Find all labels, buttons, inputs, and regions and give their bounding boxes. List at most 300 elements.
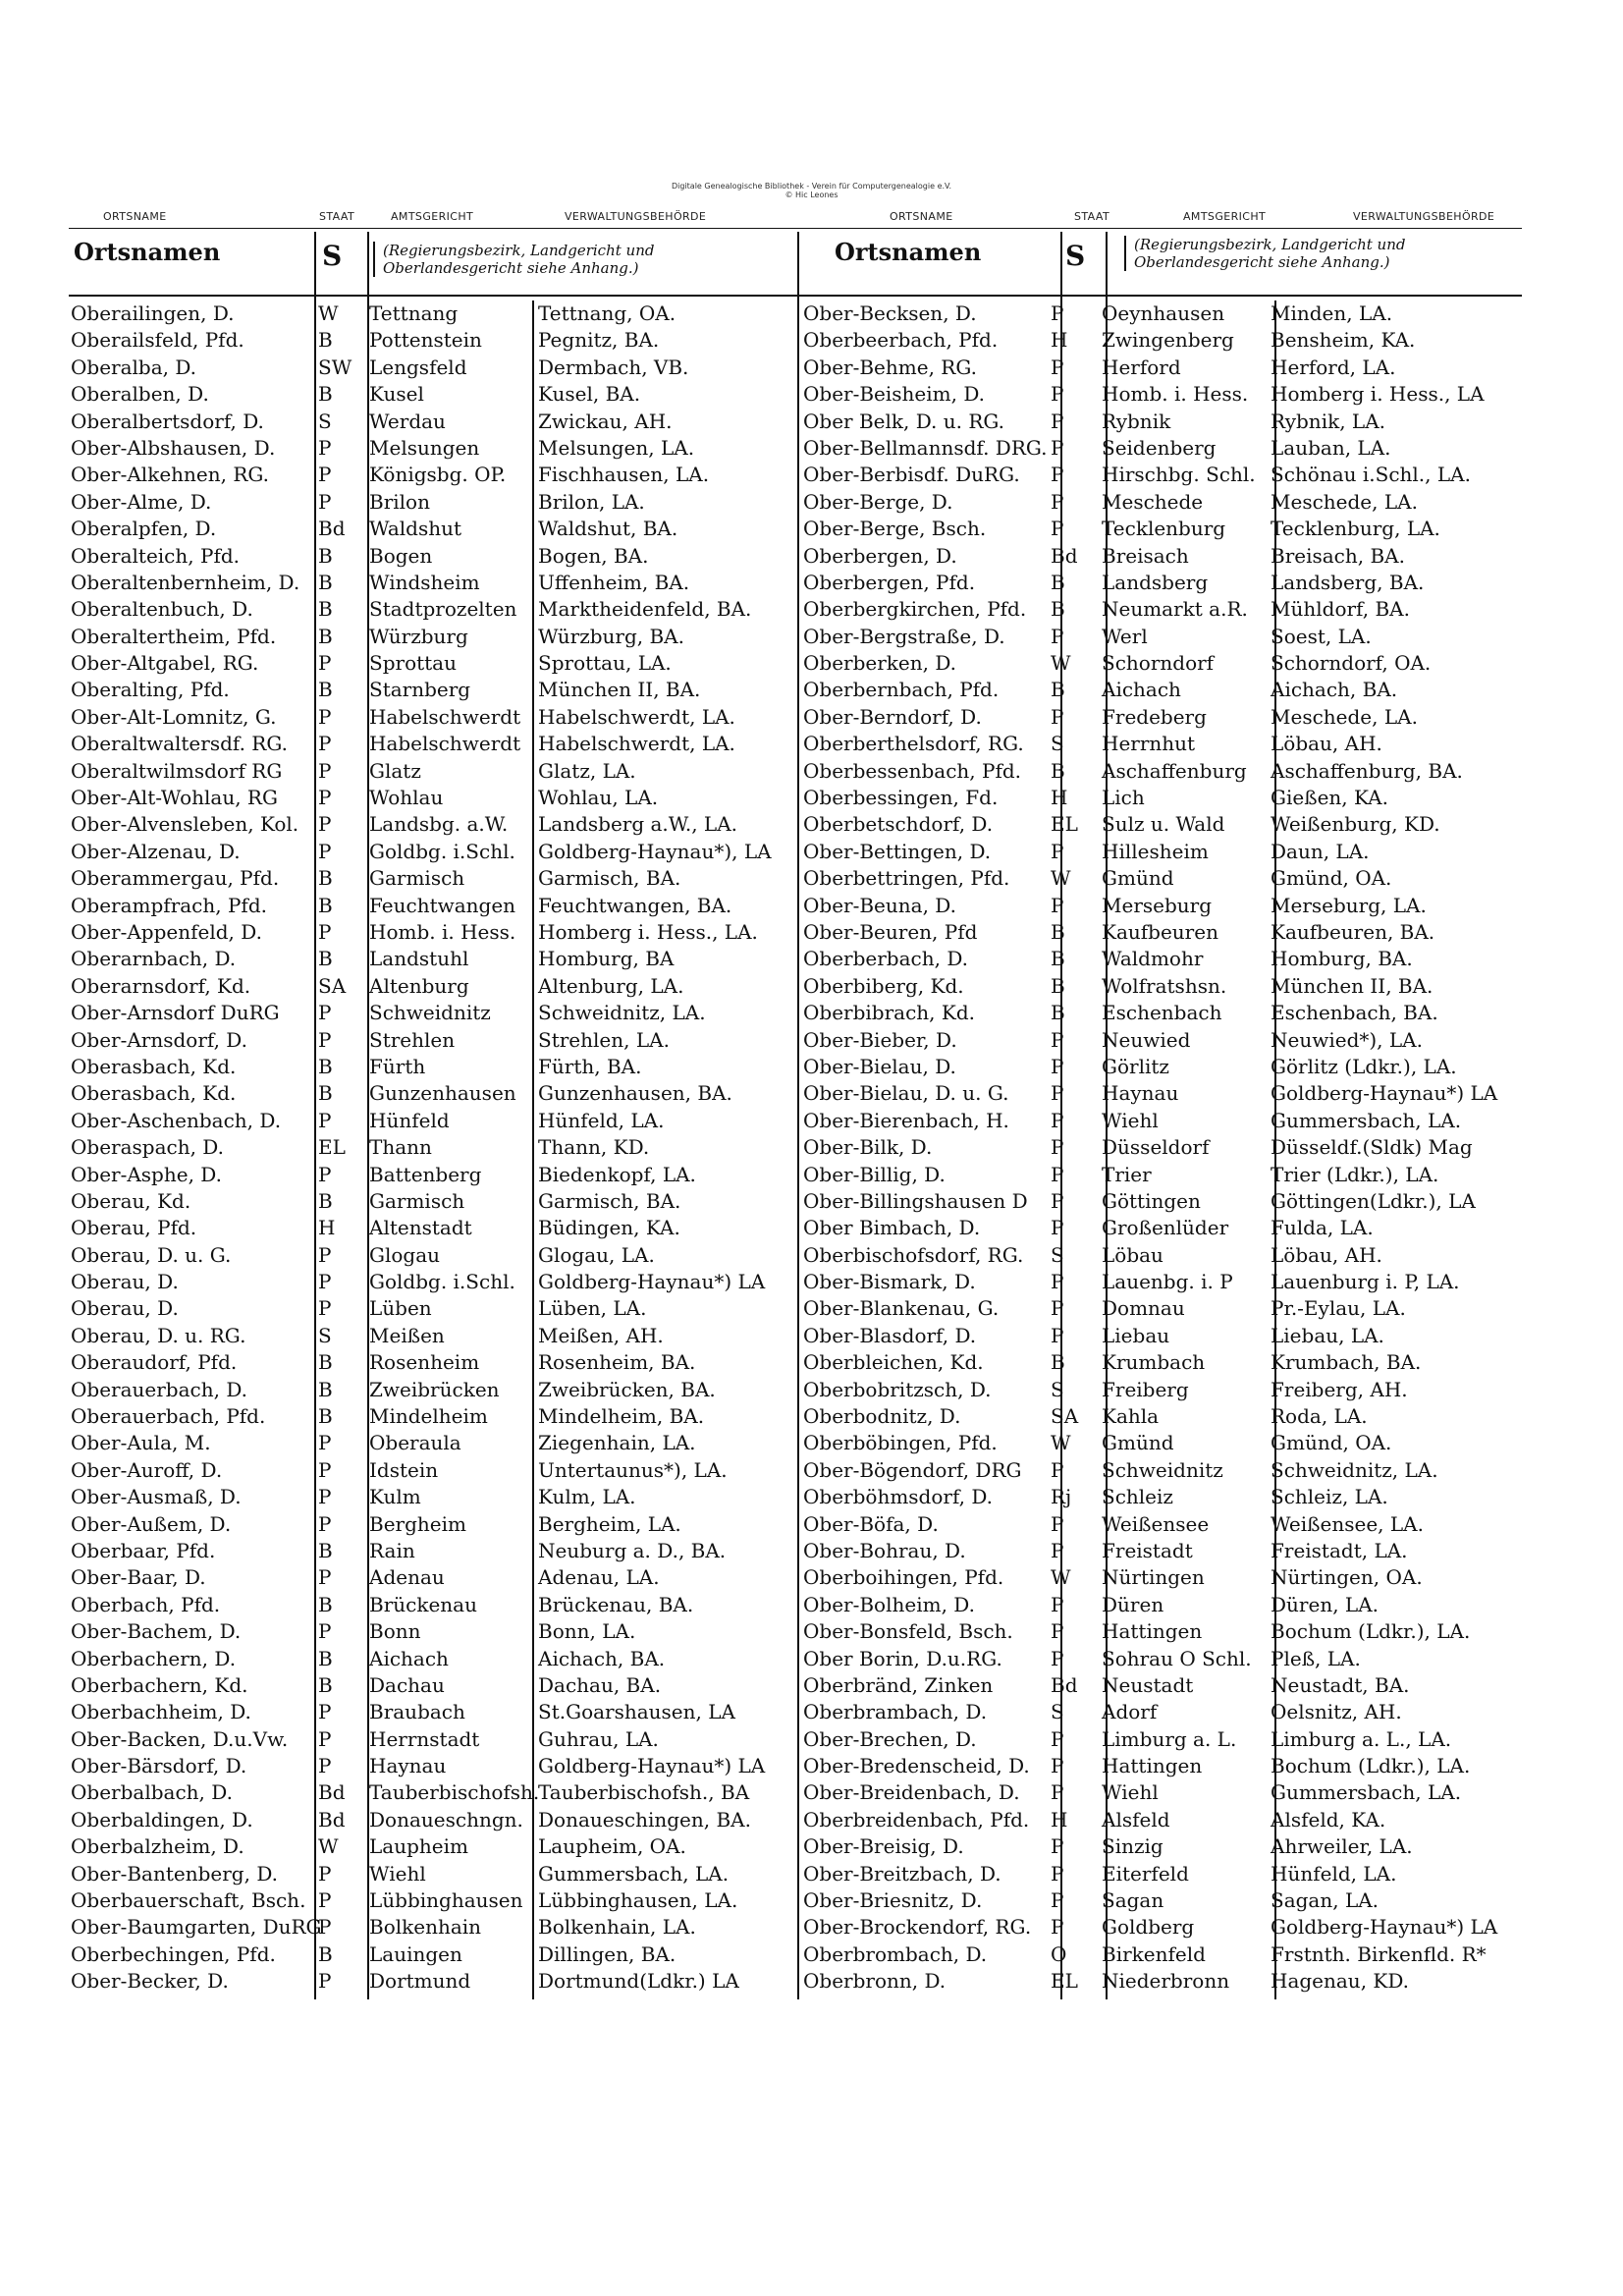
staat-cell: P <box>1051 1754 1064 1778</box>
amtsgericht-cell: Aichach <box>1102 678 1181 702</box>
amtsgericht-cell: Krumbach <box>1102 1350 1206 1375</box>
staat-cell: W <box>1051 866 1071 891</box>
verwaltung-cell: Frstnth. Birkenfld. R* <box>1271 1941 1487 1966</box>
ortsname-cell: Oberbessenbach, Pfd. <box>803 758 1022 783</box>
staat-cell: P <box>318 1511 332 1536</box>
ortsname-cell: Ober-Bantenberg, D. <box>71 1861 279 1886</box>
verwaltung-cell: Breisach, BA. <box>1271 543 1405 568</box>
ortsname-cell: Oberauerbach, Pfd. <box>71 1404 266 1429</box>
amtsgericht-cell: Sulz u. Wald <box>1102 812 1225 837</box>
ortsname-cell: Ober-Böfa, D. <box>803 1511 939 1536</box>
table-row <box>803 731 1526 757</box>
staat-cell: B <box>318 570 333 594</box>
staat-cell: P <box>318 1457 332 1482</box>
verwaltung-cell: Uffenheim, BA. <box>538 570 690 594</box>
table-row <box>803 650 1526 677</box>
ortsname-cell: Oberammergau, Pfd. <box>71 866 280 891</box>
ortsname-cell: Oberbischofsdorf, RG. <box>803 1242 1024 1267</box>
amtsgericht-cell: Großenlüder <box>1102 1216 1229 1240</box>
verwaltung-cell: Kulm, LA. <box>538 1485 636 1509</box>
table-row <box>803 1295 1526 1322</box>
staat-cell: P <box>1051 463 1064 487</box>
table-row <box>803 1618 1526 1645</box>
staat-cell: B <box>1051 973 1065 998</box>
table-row <box>803 973 1526 1000</box>
amtsgericht-cell: Hünfeld <box>369 1108 450 1132</box>
amtsgericht-cell: Dortmund <box>369 1969 471 1994</box>
ortsname-cell: Oberau, D. u. RG. <box>71 1323 246 1347</box>
table-row <box>803 381 1526 408</box>
amtsgericht-cell: Bergheim <box>369 1511 466 1536</box>
amtsgericht-cell: Schleiz <box>1102 1485 1173 1509</box>
ortsname-cell: Ober-Bilk, D. <box>803 1135 933 1160</box>
verwaltung-cell: Schorndorf, OA. <box>1271 651 1432 676</box>
ortsname-cell: Ober-Bachem, D. <box>71 1619 242 1644</box>
amtsgericht-cell: Garmisch <box>369 1188 465 1213</box>
verwaltung-cell: Bensheim, KA. <box>1271 328 1416 353</box>
table-row <box>71 677 793 703</box>
verwaltung-cell: Bochum (Ldkr.), LA. <box>1271 1754 1471 1778</box>
verwaltung-cell: Feuchtwangen, BA. <box>538 893 732 917</box>
column-header-staat-right: STAAT <box>1074 210 1110 223</box>
staat-cell: B <box>318 624 333 648</box>
ortsname-cell: Ober-Bergstraße, D. <box>803 624 1005 648</box>
staat-cell: P <box>1051 1188 1064 1213</box>
staat-cell: B <box>318 597 333 622</box>
verwaltung-cell: Neuwied*), LA. <box>1271 1027 1423 1052</box>
verwaltung-cell: Habelschwerdt, LA. <box>538 704 735 729</box>
ortsname-cell: Ober-Berbisdf. DuRG. <box>803 463 1020 487</box>
ortsname-cell: Ober-Auroff, D. <box>71 1457 223 1482</box>
staat-cell: B <box>318 543 333 568</box>
staat-cell: P <box>1051 1027 1064 1052</box>
ortsname-cell: Oberbauerschaft, Bsch. <box>71 1888 306 1913</box>
verwaltung-cell: Goldberg-Haynau*) LA <box>1271 1081 1498 1106</box>
ortsname-cell: Ober-Baumgarten, DuRG <box>71 1915 322 1940</box>
staat-cell: P <box>318 651 332 676</box>
staat-cell: P <box>1051 382 1064 407</box>
table-row <box>71 1511 793 1538</box>
table-row <box>71 704 793 731</box>
verwaltung-cell: Biedenkopf, LA. <box>538 1162 696 1186</box>
verwaltung-cell: Schleiz, LA. <box>1271 1485 1388 1509</box>
column-header-amtsgericht-left: AMTSGERICHT <box>391 210 474 223</box>
staat-cell: W <box>1051 651 1071 676</box>
staat-cell: H <box>1051 1807 1068 1831</box>
table-row <box>71 327 793 354</box>
ortsname-cell: Ober-Bierenbach, H. <box>803 1108 1009 1132</box>
amtsgericht-cell: Thann <box>369 1135 432 1160</box>
table-row <box>803 1134 1526 1161</box>
ortsname-cell: Oberbergkirchen, Pfd. <box>803 597 1027 622</box>
staat-cell: B <box>318 1941 333 1966</box>
table-row <box>803 1484 1526 1510</box>
table-row <box>803 1162 1526 1188</box>
table-row <box>803 462 1526 488</box>
staat-cell: P <box>318 1754 332 1778</box>
ortsname-cell: Oberarnbach, D. <box>71 947 237 971</box>
staat-cell: B <box>318 947 333 971</box>
verwaltung-cell: Pr.-Eylau, LA. <box>1271 1296 1406 1321</box>
ortsname-cell: Ober Borin, D.u.RG. <box>803 1646 1002 1670</box>
staat-cell: EL <box>1051 1969 1078 1994</box>
amtsgericht-cell: Tauberbischofsh. <box>369 1780 540 1805</box>
ortsname-cell: Ober-Alt-Lomnitz, G. <box>71 704 277 729</box>
staat-cell: P <box>1051 1296 1064 1321</box>
verwaltung-cell: Fürth, BA. <box>538 1054 642 1078</box>
verwaltung-cell: Fulda, LA. <box>1271 1216 1374 1240</box>
ortsname-cell: Oberberken, D. <box>803 651 957 676</box>
amtsgericht-cell: Birkenfeld <box>1102 1941 1206 1966</box>
verwaltung-cell: Minden, LA. <box>1271 301 1393 325</box>
staat-cell: B <box>318 1646 333 1670</box>
verwaltung-cell: Altenburg, LA. <box>538 973 684 998</box>
verwaltung-cell: Melsungen, LA. <box>538 435 695 460</box>
ortsname-cell: Oberboihingen, Pfd. <box>803 1565 1004 1590</box>
table-row <box>803 543 1526 570</box>
verwaltung-cell: Bergheim, LA. <box>538 1511 681 1536</box>
table-row <box>71 1833 793 1860</box>
amtsgericht-cell: Sohrau O Schl. <box>1102 1646 1252 1670</box>
ortsname-cell: Oberalting, Pfd. <box>71 678 230 702</box>
table-row <box>71 1323 793 1349</box>
staat-cell: P <box>318 1700 332 1724</box>
ortsname-cell: Ober-Bohrau, D. <box>803 1538 966 1562</box>
table-row <box>71 516 793 542</box>
amtsgericht-cell: Hirschbg. Schl. <box>1102 463 1256 487</box>
verwaltung-cell: Düren, LA. <box>1271 1592 1379 1616</box>
amtsgericht-cell: Kaufbeuren <box>1102 919 1218 944</box>
ortsname-cell: Ober-Bolheim, D. <box>803 1592 975 1616</box>
ortsname-cell: Ober-Asphe, D. <box>71 1162 222 1186</box>
staat-cell: P <box>318 786 332 810</box>
staat-cell: P <box>1051 704 1064 729</box>
verwaltung-cell: Gummersbach, LA. <box>538 1861 730 1886</box>
ortsname-cell: Oberau, D. <box>71 1270 179 1294</box>
table-row <box>71 1564 793 1591</box>
staat-cell: P <box>318 1861 332 1886</box>
amtsgericht-cell: Neuwied <box>1102 1027 1191 1052</box>
column-header-verwaltung-left: VERWALTUNGSBEHÖRDE <box>565 210 707 223</box>
ortsname-cell: Ober-Alkehnen, RG. <box>71 463 270 487</box>
ortsname-cell: Ober-Bögendorf, DRG <box>803 1457 1022 1482</box>
verwaltung-cell: Dachau, BA. <box>538 1672 662 1697</box>
staat-cell: B <box>1051 947 1065 971</box>
amtsgericht-cell: Zwingenberg <box>1102 328 1234 353</box>
table-row <box>803 1968 1526 1995</box>
table-row <box>803 1188 1526 1215</box>
table-row <box>71 624 793 650</box>
staat-cell: B <box>318 866 333 891</box>
amtsgericht-cell: Breisach <box>1102 543 1189 568</box>
verwaltung-cell: Bogen, BA. <box>538 543 649 568</box>
verwaltung-cell: Adenau, LA. <box>538 1565 660 1590</box>
amtsgericht-cell: Freistadt <box>1102 1538 1193 1562</box>
ortsname-cell: Oberbachern, D. <box>71 1646 237 1670</box>
ortsname-cell: Oberböhmsdorf, D. <box>803 1485 994 1509</box>
verwaltung-cell: Düsseldf.(Sldk) Mag <box>1271 1135 1473 1160</box>
amtsgericht-cell: Limburg a. L. <box>1102 1726 1237 1751</box>
staat-cell: P <box>1051 1270 1064 1294</box>
ortsname-cell: Oberbreidenbach, Pfd. <box>803 1807 1030 1831</box>
verwaltung-cell: Pleß, LA. <box>1271 1646 1361 1670</box>
amtsgericht-cell: Bolkenhain <box>369 1915 482 1940</box>
table-row <box>71 1726 793 1753</box>
ortsname-cell: Oberarnsdorf, Kd. <box>71 973 251 998</box>
staat-cell: S <box>1051 1700 1064 1724</box>
staat-cell: B <box>318 1377 333 1401</box>
ortsname-cell: Oberau, D. <box>71 1296 179 1321</box>
verwaltung-cell: Lüben, LA. <box>538 1296 647 1321</box>
ortsname-cell: Ober-Ausmaß, D. <box>71 1485 242 1509</box>
amtsgericht-cell: Starnberg <box>369 678 471 702</box>
amtsgericht-cell: Meschede <box>1102 489 1204 514</box>
table-row <box>71 946 793 972</box>
verwaltung-cell: Goldberg-Haynau*) LA <box>1271 1915 1498 1940</box>
verwaltung-cell: Untertaunus*), LA. <box>538 1457 728 1482</box>
staat-cell: B <box>318 1081 333 1106</box>
amtsgericht-cell: Altenstadt <box>369 1216 472 1240</box>
table-row <box>71 570 793 596</box>
verwaltung-cell: Trier (Ldkr.), LA. <box>1271 1162 1439 1186</box>
staat-cell: S <box>1051 1242 1064 1267</box>
amtsgericht-cell: Neumarkt a.R. <box>1102 597 1248 622</box>
verwaltung-cell: Weißenburg, KD. <box>1271 812 1440 837</box>
table-row <box>71 1807 793 1833</box>
verwaltung-cell: Schweidnitz, LA. <box>538 1001 706 1025</box>
verwaltung-cell: Gmünd, OA. <box>1271 1431 1392 1455</box>
verwaltung-cell: Lauenburg i. P, LA. <box>1271 1270 1460 1294</box>
amtsgericht-cell: Habelschwerdt <box>369 704 521 729</box>
ortsname-cell: Oberbergen, Pfd. <box>803 570 976 594</box>
ortsname-cell: Ober-Billingshausen D <box>803 1188 1028 1213</box>
verwaltung-cell: Bolkenhain, LA. <box>538 1915 696 1940</box>
ortsname-cell: Ober-Brockendorf, RG. <box>803 1915 1032 1940</box>
amtsgericht-cell: Zweibrücken <box>369 1377 500 1401</box>
ortsname-cell: Ober-Bärsdorf, D. <box>71 1754 247 1778</box>
amtsgericht-cell: Pottenstein <box>369 328 482 353</box>
staat-cell: H <box>1051 328 1068 353</box>
amtsgericht-cell: Windsheim <box>369 570 480 594</box>
staat-cell: H <box>318 1216 336 1240</box>
staat-cell: B <box>1051 570 1065 594</box>
amtsgericht-cell: Homb. i. Hess. <box>1102 382 1249 407</box>
table-row <box>71 1941 793 1968</box>
amtsgericht-cell: Düren <box>1102 1592 1164 1616</box>
amtsgericht-cell: Löbau <box>1102 1242 1163 1267</box>
ortsname-cell: Oberaspach, D. <box>71 1135 224 1160</box>
amtsgericht-cell: Schorndorf <box>1102 651 1215 676</box>
verwaltung-cell: Freistadt, LA. <box>1271 1538 1408 1562</box>
verwaltung-cell: Roda, LA. <box>1271 1404 1368 1429</box>
amtsgericht-cell: Lauingen <box>369 1941 462 1966</box>
amtsgericht-cell: Königsbg. OP. <box>369 463 507 487</box>
staat-cell: P <box>318 489 332 514</box>
amtsgericht-cell: Schweidnitz <box>369 1001 491 1025</box>
amtsgericht-cell: Rosenheim <box>369 1350 480 1375</box>
staat-cell: P <box>318 1915 332 1940</box>
ortsname-cell: Ober-Altgabel, RG. <box>71 651 259 676</box>
verwaltung-cell: Sagan, LA. <box>1271 1888 1380 1913</box>
ortsname-cell: Oberberbach, D. <box>803 947 968 971</box>
staat-cell: B <box>318 1350 333 1375</box>
verwaltung-cell: Neuburg a. D., BA. <box>538 1538 727 1562</box>
staat-cell: SW <box>318 355 352 379</box>
ortsname-cell: Oberbalbach, D. <box>71 1780 233 1805</box>
table-row <box>803 785 1526 811</box>
table-row <box>71 1914 793 1941</box>
table-row <box>71 1968 793 1995</box>
ortsname-cell: Ober-Bielau, D. u. G. <box>803 1081 1009 1106</box>
ortsname-cell: Ober-Bettingen, D. <box>803 839 992 863</box>
table-row <box>803 489 1526 516</box>
verwaltung-cell: Laupheim, OA. <box>538 1834 686 1859</box>
ortsname-cell: Ober-Außem, D. <box>71 1511 232 1536</box>
verwaltung-cell: Hagenau, KD. <box>1271 1969 1410 1994</box>
amtsgericht-cell: Meißen <box>369 1323 445 1347</box>
verwaltung-cell: Marktheidenfeld, BA. <box>538 597 752 622</box>
amtsgericht-cell: Kulm <box>369 1485 421 1509</box>
staat-cell: H <box>1051 786 1068 810</box>
table-row <box>71 865 793 892</box>
table-row <box>71 1861 793 1887</box>
header-rule-bottom <box>69 295 1522 297</box>
table-row <box>71 1646 793 1672</box>
staat-cell: W <box>318 1834 339 1859</box>
ortsname-cell: Oberau, Pfd. <box>71 1216 197 1240</box>
ortsname-cell: Oberbechingen, Pfd. <box>71 1941 276 1966</box>
amtsgericht-cell: Aichach <box>369 1646 449 1670</box>
ortsname-cell: Ober-Bismark, D. <box>803 1270 976 1294</box>
ortsname-cell: Ober-Blasdorf, D. <box>803 1323 977 1347</box>
amtsgericht-cell: Melsungen <box>369 435 480 460</box>
ortsname-cell: Ober-Beuna, D. <box>803 893 956 917</box>
staat-cell: P <box>318 732 332 756</box>
amtsgericht-cell: Domnau <box>1102 1296 1185 1321</box>
table-row <box>803 1108 1526 1134</box>
ortsname-cell: Oberbeerbach, Pfd. <box>803 328 999 353</box>
amtsgericht-cell: Görlitz <box>1102 1054 1169 1078</box>
amtsgericht-cell: Lübbinghausen <box>369 1888 523 1913</box>
verwaltung-cell: Würzburg, BA. <box>538 624 684 648</box>
amtsgericht-cell: Sagan <box>1102 1888 1164 1913</box>
ortsname-cell: Ober Bimbach, D. <box>803 1216 981 1240</box>
ortsname-cell: Oberböbingen, Pfd. <box>803 1431 998 1455</box>
staat-cell: Bd <box>1051 1672 1078 1697</box>
staat-cell: W <box>1051 1565 1071 1590</box>
staat-cell: B <box>1051 1350 1065 1375</box>
verwaltung-cell: Eschenbach, BA. <box>1271 1001 1438 1025</box>
staat-cell: P <box>1051 1457 1064 1482</box>
amtsgericht-cell: Stadtprozelten <box>369 597 517 622</box>
staat-cell: P <box>318 919 332 944</box>
table-row <box>803 435 1526 462</box>
table-row <box>71 1295 793 1322</box>
staat-cell: O <box>1051 1941 1067 1966</box>
verwaltung-cell: Zwickau, AH. <box>538 409 673 433</box>
ortsname-cell: Oberbaar, Pfd. <box>71 1538 216 1562</box>
amtsgericht-cell: Battenberg <box>369 1162 482 1186</box>
verwaltung-cell: Neustadt, BA. <box>1271 1672 1410 1697</box>
amtsgericht-cell: Strehlen <box>369 1027 456 1052</box>
verwaltung-cell: Lübbinghausen, LA. <box>538 1888 738 1913</box>
verwaltung-cell: Aschaffenburg, BA. <box>1271 758 1463 783</box>
table-row <box>71 1699 793 1725</box>
amtsgericht-cell: Tettnang <box>369 301 459 325</box>
verwaltung-cell: Dermbach, VB. <box>538 355 689 379</box>
staat-cell: P <box>1051 409 1064 433</box>
table-row <box>803 1323 1526 1349</box>
verwaltung-cell: Homburg, BA. <box>1271 947 1413 971</box>
ortsname-cell: Ober-Appenfeld, D. <box>71 919 262 944</box>
staat-cell: P <box>1051 1726 1064 1751</box>
verwaltung-cell: Waldshut, BA. <box>538 517 678 541</box>
amtsgericht-cell: Herrnhut <box>1102 732 1196 756</box>
staat-cell: P <box>318 1431 332 1455</box>
amtsgericht-cell: Haynau <box>1102 1081 1179 1106</box>
table-row <box>803 1592 1526 1618</box>
amtsgericht-cell: Wiehl <box>1102 1108 1159 1132</box>
staat-cell: S <box>1051 1377 1064 1401</box>
verwaltung-cell: St.Goarshausen, LA <box>538 1700 735 1724</box>
table-row <box>71 731 793 757</box>
subheader-title-left: Ortsnamen <box>74 238 221 266</box>
verwaltung-cell: Garmisch, BA. <box>538 866 681 891</box>
ortsname-cell: Oberauerbach, D. <box>71 1377 247 1401</box>
amtsgericht-cell: Gmünd <box>1102 866 1174 891</box>
amtsgericht-cell: Würzburg <box>369 624 468 648</box>
table-row <box>803 1349 1526 1376</box>
table-row <box>803 1646 1526 1672</box>
amtsgericht-cell: Göttingen <box>1102 1188 1201 1213</box>
ortsname-cell: Oberbränd, Zinken <box>803 1672 994 1697</box>
amtsgericht-cell: Gmünd <box>1102 1431 1174 1455</box>
staat-cell: B <box>1051 758 1065 783</box>
amtsgericht-cell: Sprottau <box>369 651 457 676</box>
table-row <box>71 1134 793 1161</box>
ortsname-cell: Ober-Becksen, D. <box>803 301 977 325</box>
staat-cell: P <box>1051 435 1064 460</box>
staat-cell: P <box>318 435 332 460</box>
verwaltung-cell: Landsberg a.W., LA. <box>538 812 738 837</box>
staat-cell: P <box>318 1619 332 1644</box>
verwaltung-cell: Limburg a. L., LA. <box>1271 1726 1452 1751</box>
subheader-title-right: Ortsnamen <box>835 238 982 266</box>
table-row <box>71 1430 793 1456</box>
table-row <box>71 596 793 623</box>
table-row <box>71 1027 793 1054</box>
ortsname-cell: Ober-Breidenbach, D. <box>803 1780 1020 1805</box>
table-row <box>803 919 1526 946</box>
table-row <box>803 516 1526 542</box>
table-row <box>803 704 1526 731</box>
staat-cell: B <box>318 1188 333 1213</box>
verwaltung-cell: Freiberg, AH. <box>1271 1377 1408 1401</box>
amtsgericht-cell: Lengsfeld <box>369 355 467 379</box>
amtsgericht-cell: Fürth <box>369 1054 426 1078</box>
amtsgericht-cell: Goldbg. i.Schl. <box>369 839 515 863</box>
verwaltung-cell: Aichach, BA. <box>1271 678 1398 702</box>
verwaltung-cell: Nürtingen, OA. <box>1271 1565 1423 1590</box>
table-row <box>71 1779 793 1806</box>
table-row <box>803 1914 1526 1941</box>
amtsgericht-cell: Brilon <box>369 489 430 514</box>
table-row <box>71 1349 793 1376</box>
verwaltung-cell: Göttingen(Ldkr.), LA <box>1271 1188 1476 1213</box>
staat-cell: EL <box>1051 812 1078 837</box>
verwaltung-cell: Gummersbach, LA. <box>1271 1780 1462 1805</box>
table-row <box>803 624 1526 650</box>
